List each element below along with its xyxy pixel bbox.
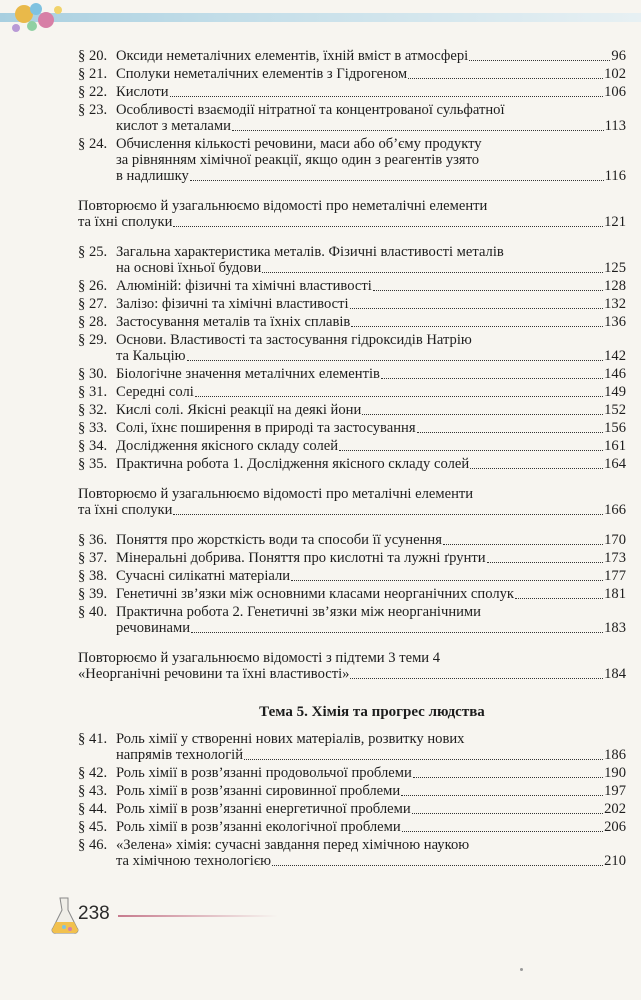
- entry-last-line: [116, 348, 626, 364]
- dot-leader: [351, 326, 603, 327]
- entry-last-line: [116, 783, 626, 799]
- entry-title-line: кислот з металами: [116, 118, 231, 134]
- section-number: § 29.: [78, 332, 108, 348]
- entry-title-line: та їхні сполуки: [78, 214, 173, 230]
- review-entry[interactable]: [78, 486, 626, 518]
- section-number: § 46.: [78, 837, 108, 853]
- toc-entry[interactable]: [78, 420, 626, 436]
- page-ref: 177: [604, 568, 626, 584]
- dot-leader: [401, 795, 603, 796]
- entry-title-line: речовинами: [116, 620, 191, 636]
- entry-title-line: Основи. Властивості та застосування гідроксидів Натрію: [116, 332, 472, 348]
- entry-title-line: Сполуки неметалічних елементів з Гідрогеном: [116, 66, 408, 82]
- page-ref: 210: [604, 853, 626, 869]
- entry-last-line: [116, 568, 626, 584]
- page-ref: 146: [604, 366, 626, 382]
- entry-last-line: [116, 801, 626, 817]
- toc-entry[interactable]: [78, 136, 626, 184]
- entry-title-line: Роль хімії в розв’язанні сировинної проблеми: [116, 783, 401, 799]
- dot-leader: [469, 60, 610, 61]
- entry-last-line: [116, 84, 626, 100]
- entry-title-line: Роль хімії в розв’язанні енергетичної проблеми: [116, 801, 411, 817]
- page-ref: 186: [604, 747, 626, 763]
- section-number: § 32.: [78, 402, 108, 418]
- section-number: § 44.: [78, 801, 108, 817]
- section-number: § 36.: [78, 532, 108, 548]
- section-number: § 20.: [78, 48, 108, 64]
- section-number: § 33.: [78, 420, 108, 436]
- dot-leader: [515, 598, 603, 599]
- dot-leader: [173, 226, 603, 227]
- page-ref: 102: [604, 66, 626, 82]
- page-ref: 173: [604, 550, 626, 566]
- section-number: § 43.: [78, 783, 108, 799]
- dot-leader: [470, 468, 603, 469]
- top-decor-band: [0, 13, 641, 22]
- toc-entry[interactable]: [78, 801, 626, 817]
- entry-last-line: [116, 366, 626, 382]
- page-ref: 181: [604, 586, 626, 602]
- toc-entry[interactable]: [78, 604, 626, 636]
- entry-title-line: та їхні сполуки: [78, 502, 173, 518]
- entry-title-line: Залізо: фізичні та хімічні властивості: [116, 296, 349, 312]
- entry-title-line: «Неорганічні речовини та їхні властивості»: [78, 666, 350, 682]
- entry-body: [116, 819, 626, 835]
- section-number: § 37.: [78, 550, 108, 566]
- entry-title-line: Алюміній: фізичні та хімічні властивості: [116, 278, 372, 294]
- dot-leader: [413, 777, 603, 778]
- entry-title-line: Біологічне значення металічних елементів: [116, 366, 380, 382]
- entry-last-line: [116, 118, 626, 134]
- entry-title-line: та Кальцію: [116, 348, 186, 364]
- paper-speck: [520, 968, 523, 971]
- toc-entry[interactable]: [78, 438, 626, 454]
- entry-body: [78, 198, 626, 230]
- toc-entry[interactable]: [78, 102, 626, 134]
- dot-leader: [173, 514, 603, 515]
- toc-entry[interactable]: [78, 84, 626, 100]
- entry-body: [116, 384, 626, 400]
- section-number: § 28.: [78, 314, 108, 330]
- entry-body: [116, 765, 626, 781]
- section-number: § 25.: [78, 244, 108, 260]
- dot-leader: [350, 678, 603, 679]
- toc-entry[interactable]: [78, 731, 626, 763]
- section-number: § 40.: [78, 604, 108, 620]
- dot-leader: [170, 96, 604, 97]
- entry-body: [78, 486, 626, 518]
- toc-entry[interactable]: [78, 819, 626, 835]
- page-ref: 121: [604, 214, 626, 230]
- entry-title-line: Застосування металів та їхніх сплавів: [116, 314, 351, 330]
- entry-last-line: [116, 747, 626, 763]
- toc-entry[interactable]: [78, 568, 626, 584]
- entry-body: [116, 244, 626, 276]
- page-ref: 125: [604, 260, 626, 276]
- toc-entry[interactable]: [78, 550, 626, 566]
- entry-body: [116, 801, 626, 817]
- entry-body: [116, 438, 626, 454]
- entry-title-line: Роль хімії в розв’язанні екологічної проблеми: [116, 819, 401, 835]
- entry-body: [116, 532, 626, 548]
- page-ref: 183: [604, 620, 626, 636]
- entry-last-line: [116, 532, 626, 548]
- entry-last-line: [116, 819, 626, 835]
- entry-body: [116, 731, 626, 763]
- review-entry[interactable]: [78, 650, 626, 682]
- review-entry[interactable]: [78, 198, 626, 230]
- entry-body: [116, 456, 626, 472]
- bottom-decor-line: [118, 915, 278, 917]
- page-ref: 170: [604, 532, 626, 548]
- page-ref: 136: [604, 314, 626, 330]
- entry-last-line: [116, 402, 626, 418]
- entry-last-line: [116, 314, 626, 330]
- entry-last-line: [116, 384, 626, 400]
- entry-last-line: [116, 456, 626, 472]
- section-title: Тема 5. Хімія та прогрес людства: [259, 704, 485, 720]
- entry-body: [116, 366, 626, 382]
- entry-title-line: Роль хімії в розв’язанні продовольчої проблеми: [116, 765, 412, 781]
- section-number: § 34.: [78, 438, 108, 454]
- entry-title-line: Мінеральні добрива. Поняття про кислотні та лужні ґрунти: [116, 550, 486, 566]
- dot-leader: [408, 78, 603, 79]
- entry-title-line: Практична робота 2. Генетичні зв’язки між неорганічними: [116, 604, 481, 620]
- toc-entry[interactable]: [78, 296, 626, 312]
- entry-title-line: та хімічною технологією: [116, 853, 271, 869]
- toc-entry[interactable]: [78, 66, 626, 82]
- entry-title-line: Поняття про жорсткість води та способи її усунення: [116, 532, 442, 548]
- toc-entry[interactable]: [78, 586, 626, 602]
- dot-leader: [350, 308, 604, 309]
- dot-leader: [187, 360, 604, 361]
- entry-title-line: Повторюємо й узагальнюємо відомості з підтеми 3 теми 4: [78, 650, 441, 666]
- entry-title-line: «Зелена» хімія: сучасні завдання перед хімічною наукою: [116, 837, 470, 853]
- molecule-decor-icon: [2, 0, 72, 40]
- page-ref: 96: [611, 48, 626, 64]
- entry-title-line: Дослідження якісного складу солей: [116, 438, 339, 454]
- dot-leader: [262, 272, 603, 273]
- entry-title-line: Кислоти: [116, 84, 169, 100]
- section-number: § 26.: [78, 278, 108, 294]
- section-number: § 35.: [78, 456, 108, 472]
- page-ref: 184: [604, 666, 626, 682]
- dot-leader: [443, 544, 603, 545]
- dot-leader: [232, 130, 604, 131]
- entry-last-line: [116, 66, 626, 82]
- dot-leader: [402, 831, 603, 832]
- section-number: § 23.: [78, 102, 108, 118]
- entry-last-line: [116, 586, 626, 602]
- toc-entry[interactable]: [78, 532, 626, 548]
- page-ref: 106: [604, 84, 626, 100]
- entry-body: [116, 136, 626, 184]
- page-ref: 156: [604, 420, 626, 436]
- dot-leader: [191, 632, 603, 633]
- toc-entry[interactable]: [78, 278, 626, 294]
- dot-leader: [272, 865, 603, 866]
- entry-title-line: Обчислення кількості речовини, маси або об’єму продукту: [116, 136, 482, 152]
- entry-last-line: [116, 48, 626, 64]
- entry-title-line: Генетичні зв’язки між основними класами неорганічних сполук: [116, 586, 514, 602]
- toc-entry[interactable]: [78, 765, 626, 781]
- page-number: 238: [78, 903, 110, 924]
- entry-title-line: Повторюємо й узагальнюємо відомості про неметалічні елементи: [78, 198, 488, 214]
- page-ref: 132: [604, 296, 626, 312]
- entry-title-line: в надлишку: [116, 168, 189, 184]
- toc-entry[interactable]: [78, 48, 626, 64]
- entry-last-line: [116, 620, 626, 636]
- page-ref: 202: [604, 801, 626, 817]
- entry-last-line: [116, 168, 626, 184]
- entry-title-line: Сучасні силікатні матеріали: [116, 568, 291, 584]
- toc-entry[interactable]: [78, 366, 626, 382]
- page-ref: 152: [604, 402, 626, 418]
- entry-title-line: Практична робота 1. Дослідження якісного складу солей: [116, 456, 470, 472]
- toc-entry[interactable]: [78, 783, 626, 799]
- section-number: § 24.: [78, 136, 108, 152]
- dot-leader: [339, 450, 603, 451]
- entry-title-line: Повторюємо й узагальнюємо відомості про металічні елементи: [78, 486, 474, 502]
- section-number: § 45.: [78, 819, 108, 835]
- entry-last-line: [116, 438, 626, 454]
- entry-body: [116, 586, 626, 602]
- entry-title-line: напрямів технологій: [116, 747, 244, 763]
- entry-title-line: Солі, їхнє поширення в природі та застосування: [116, 420, 416, 436]
- entry-body: [116, 568, 626, 584]
- page-ref: 116: [604, 168, 626, 184]
- page-ref: 161: [604, 438, 626, 454]
- entry-body: [78, 650, 626, 682]
- section-number: § 41.: [78, 731, 108, 747]
- entry-last-line: [78, 214, 626, 230]
- entry-last-line: [116, 260, 626, 276]
- entry-title-line: Загальна характеристика металів. Фізичні властивості металів: [116, 244, 504, 260]
- entry-body: [116, 102, 626, 134]
- dot-leader: [244, 759, 603, 760]
- toc-entry[interactable]: [78, 244, 626, 276]
- toc-entry[interactable]: [78, 837, 626, 869]
- entry-last-line: [116, 550, 626, 566]
- page-ref: 142: [604, 348, 626, 364]
- entry-body: [116, 314, 626, 330]
- section-number: § 39.: [78, 586, 108, 602]
- dot-leader: [362, 414, 603, 415]
- entry-title-line: Особливості взаємодії нітратної та концентрованої сульфатної: [116, 102, 505, 118]
- entry-body: [116, 48, 626, 64]
- entry-title-line: Середні солі: [116, 384, 194, 400]
- dot-leader: [190, 180, 604, 181]
- entry-title-line: за рівнянням хімічної реакції, якщо один з реагентів узято: [116, 152, 480, 168]
- dot-leader: [291, 580, 603, 581]
- page-ref: 149: [604, 384, 626, 400]
- dot-leader: [412, 813, 603, 814]
- entry-title-line: Оксиди неметалічних елементів, їхній вміст в атмосфері: [116, 48, 469, 64]
- section-number: § 22.: [78, 84, 108, 100]
- entry-body: [116, 66, 626, 82]
- section-number: § 38.: [78, 568, 108, 584]
- page-ref: 206: [604, 819, 626, 835]
- toc-entry[interactable]: [78, 332, 626, 364]
- dot-leader: [195, 396, 603, 397]
- entry-last-line: [116, 296, 626, 312]
- section-number: § 30.: [78, 366, 108, 382]
- page-ref: 164: [604, 456, 626, 472]
- entry-last-line: [116, 420, 626, 436]
- dot-leader: [417, 432, 604, 433]
- entry-body: [116, 604, 626, 636]
- entry-body: [116, 84, 626, 100]
- entry-last-line: [116, 853, 626, 869]
- entry-body: [116, 296, 626, 312]
- table-of-contents: [78, 48, 626, 869]
- dot-leader: [373, 290, 603, 291]
- page-ref: 166: [604, 502, 626, 518]
- section-number: § 21.: [78, 66, 108, 82]
- entry-body: [116, 332, 626, 364]
- entry-title-line: на основі їхньої будови: [116, 260, 262, 276]
- entry-body: [116, 550, 626, 566]
- toc-entry[interactable]: [78, 314, 626, 330]
- section-number: § 42.: [78, 765, 108, 781]
- toc-entry[interactable]: [78, 456, 626, 472]
- entry-last-line: [78, 666, 626, 682]
- entry-body: [116, 783, 626, 799]
- entry-body: [116, 402, 626, 418]
- entry-title-line: Роль хімії у створенні нових матеріалів, розвитку нових: [116, 731, 465, 747]
- toc-entry[interactable]: [78, 384, 626, 400]
- entry-title-line: Кислі солі. Якісні реакції на деякі йони: [116, 402, 362, 418]
- entry-last-line: [116, 278, 626, 294]
- page-ref: 197: [604, 783, 626, 799]
- page-ref: 128: [604, 278, 626, 294]
- dot-leader: [381, 378, 603, 379]
- flask-decor-icon: [50, 896, 80, 936]
- dot-leader: [487, 562, 604, 563]
- section-number: § 31.: [78, 384, 108, 400]
- page-ref: 190: [604, 765, 626, 781]
- entry-body: [116, 837, 626, 869]
- entry-body: [116, 420, 626, 436]
- entry-body: [116, 278, 626, 294]
- toc-entry[interactable]: [78, 402, 626, 418]
- page-ref: 113: [604, 118, 626, 134]
- section-number: § 27.: [78, 296, 108, 312]
- entry-last-line: [78, 502, 626, 518]
- entry-last-line: [116, 765, 626, 781]
